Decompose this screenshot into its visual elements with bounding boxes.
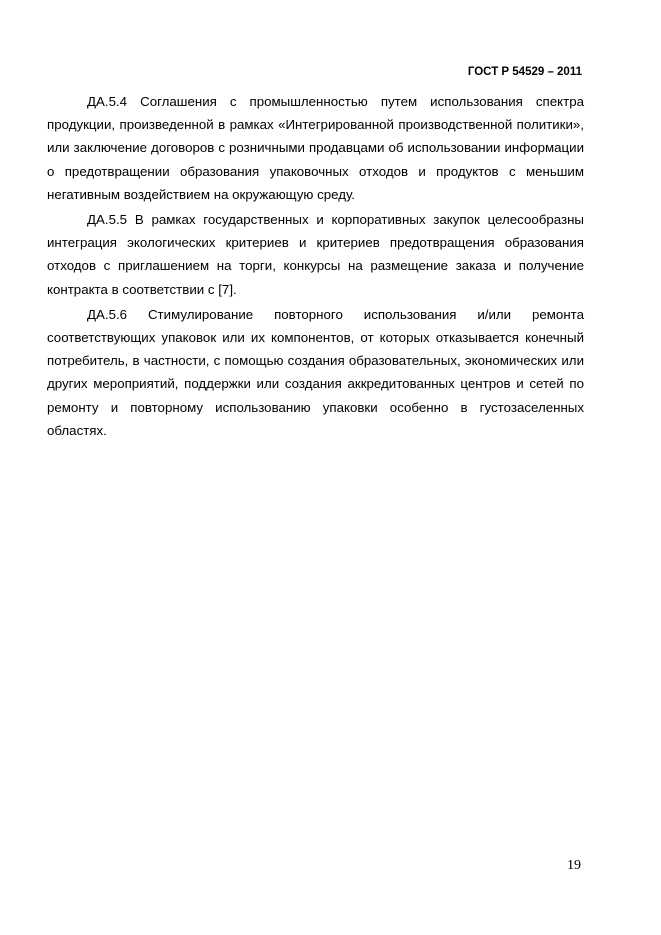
page-number: 19: [567, 858, 581, 873]
paragraph-da-5-4: ДА.5.4 Соглашения с промышленностью путем использования спектра продукции, произведенной в рамках «Интегрированной производственной политики», или заключение договоров с розничными продавцами об использовании информации о предотвращении образования упаковочных отходов и продуктов с меньшим негативным воздействием на окружающую среду.: [47, 94, 584, 202]
paragraph-da-5-5: ДА.5.5 В рамках государственных и корпоративных закупок целесообразны интеграция экологических критериев и критериев предотвращения образования отходов с приглашением на торги, конкурсы на размещение заказа и получение контракта в соответствии с [7].: [47, 212, 584, 297]
document-body: [47, 90, 584, 444]
document-code-header: ГОСТ Р 54529 – 2011: [467, 66, 582, 78]
paragraph-da-5-6: ДА.5.6 Стимулирование повторного использования и/или ремонта соответствующих упаковок или их компонентов, от которых отказывается конечный потребитель, в частности, с помощью создания образовательных, экономических или других мероприятий, поддержки или создания аккредитованных центров и сетей по ремонту и повторному использованию упаковки особенно в густозаселенных областях.: [47, 306, 584, 438]
